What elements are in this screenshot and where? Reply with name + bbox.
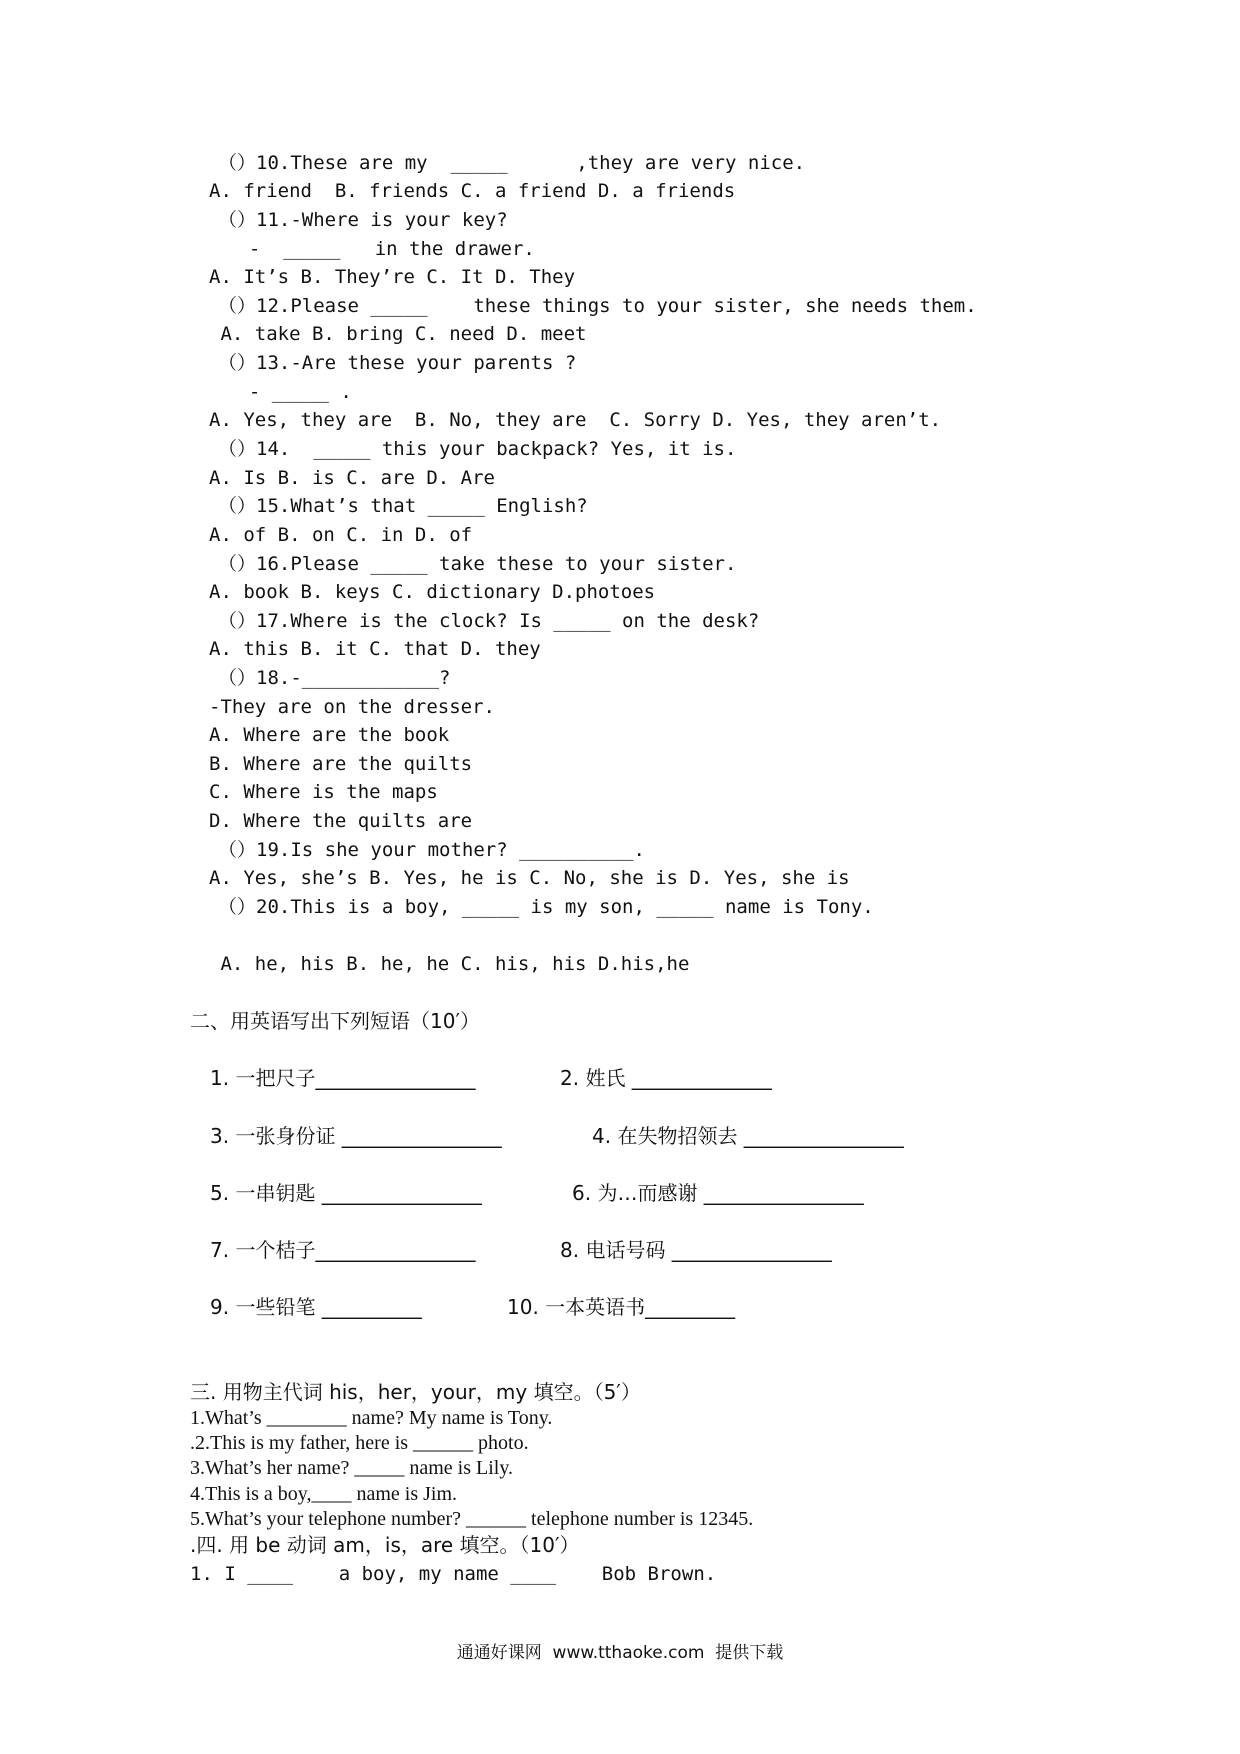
page-footer: 通通好课网 www.tthaoke.com 提供下载	[456, 1643, 784, 1663]
question-10-options: A. friend B. friends C. a friend D. a friends	[209, 180, 736, 202]
question-18-option-d: D. Where the quilts are	[209, 810, 473, 832]
pronoun-question-3: 3.What’s her name? _____ name is Lily.	[190, 1457, 514, 1479]
phrase-7: 7. 一个桔子________________	[210, 1238, 476, 1262]
question-12-options: A. take B. bring C. need D. meet	[209, 323, 587, 345]
question-19-options: A. Yes, she’s B. Yes, he is C. No, she is D. Yes, she is	[209, 867, 850, 889]
phrase-5: 5. 一串钥匙 ________________	[210, 1181, 482, 1205]
question-19: （）19.Is she your mother? __________.	[218, 839, 645, 861]
pronoun-question-1: 1.What’s ________ name? My name is Tony.	[190, 1407, 553, 1429]
question-15: （）15.What’s that _____ English?	[218, 495, 588, 517]
question-18-option-a: A. Where are the book	[209, 724, 450, 746]
phrase-3: 3. 一张身份证 ________________	[210, 1124, 502, 1148]
question-14-options: A. Is B. is C. are D. Are	[209, 467, 495, 489]
be-verb-question-1: 1. I ____ a boy, my name ____ Bob Brown.	[190, 1563, 717, 1585]
question-18-option-c: C. Where is the maps	[209, 781, 438, 803]
question-17-options: A. this B. it C. that D. they	[209, 638, 541, 660]
phrase-1: 1. 一把尺子________________	[210, 1066, 476, 1090]
phrase-4: 4. 在失物招领去 ________________	[592, 1124, 904, 1148]
question-18-option-b: B. Where are the quilts	[209, 753, 473, 775]
question-18: （）18.-____________?	[218, 667, 451, 689]
question-13-answer-line: - _____ .	[226, 381, 352, 403]
question-11-answer-line: - _____ in the drawer.	[226, 238, 535, 260]
phrase-10: 10. 一本英语书_________	[507, 1295, 736, 1319]
pronoun-question-2: .2.This is my father, here is ______ photo.	[190, 1432, 529, 1454]
question-11: （）11.-Where is your key?	[218, 209, 508, 231]
question-15-options: A. of B. on C. in D. of	[209, 524, 473, 546]
phrase-8: 8. 电话号码 ________________	[560, 1238, 832, 1262]
section-4-title: .四. 用 be 动词 am，is，are 填空。（10′）	[190, 1533, 580, 1557]
phrase-6: 6. 为…而感谢 ________________	[572, 1181, 864, 1205]
question-20: （）20.This is a boy, _____ is my son, _____ name is Tony.	[218, 896, 874, 918]
question-13: （）13.-Are these your parents ?	[218, 352, 577, 374]
pronoun-question-5: 5.What’s your telephone number? ______ telephone number is 12345.	[190, 1508, 754, 1530]
question-17: （）17.Where is the clock? Is _____ on the desk?	[218, 610, 760, 632]
question-16: （）16.Please _____ take these to your sister.	[218, 553, 737, 575]
question-16-options: A. book B. keys C. dictionary D.photoes	[209, 581, 656, 603]
question-18-answer: -They are on the dresser.	[209, 696, 495, 718]
question-13-options: A. Yes, they are B. No, they are C. Sorry D. Yes, they aren’t.	[209, 409, 942, 431]
section-3-title: 三. 用物主代词 his，her，your，my 填空。（5′）	[190, 1380, 641, 1404]
pronoun-question-4: 4.This is a boy,____ name is Jim.	[190, 1483, 458, 1505]
question-14: （）14. _____ this your backpack? Yes, it is.	[218, 438, 737, 460]
phrase-2: 2. 姓氏 ______________	[560, 1066, 772, 1090]
question-12: （）12.Please _____ these things to your sister, she needs them.	[218, 295, 977, 317]
question-20-options: A. he, his B. he, he C. his, his D.his,he	[209, 953, 690, 975]
question-10: （）10.These are my _____ ,they are very nice.	[218, 152, 806, 174]
section-2-title: 二、用英语写出下列短语（10′）	[190, 1009, 480, 1033]
phrase-9: 9. 一些铅笔 __________	[210, 1295, 422, 1319]
question-11-options: A. It’s B. They’re C. It D. They	[209, 266, 576, 288]
